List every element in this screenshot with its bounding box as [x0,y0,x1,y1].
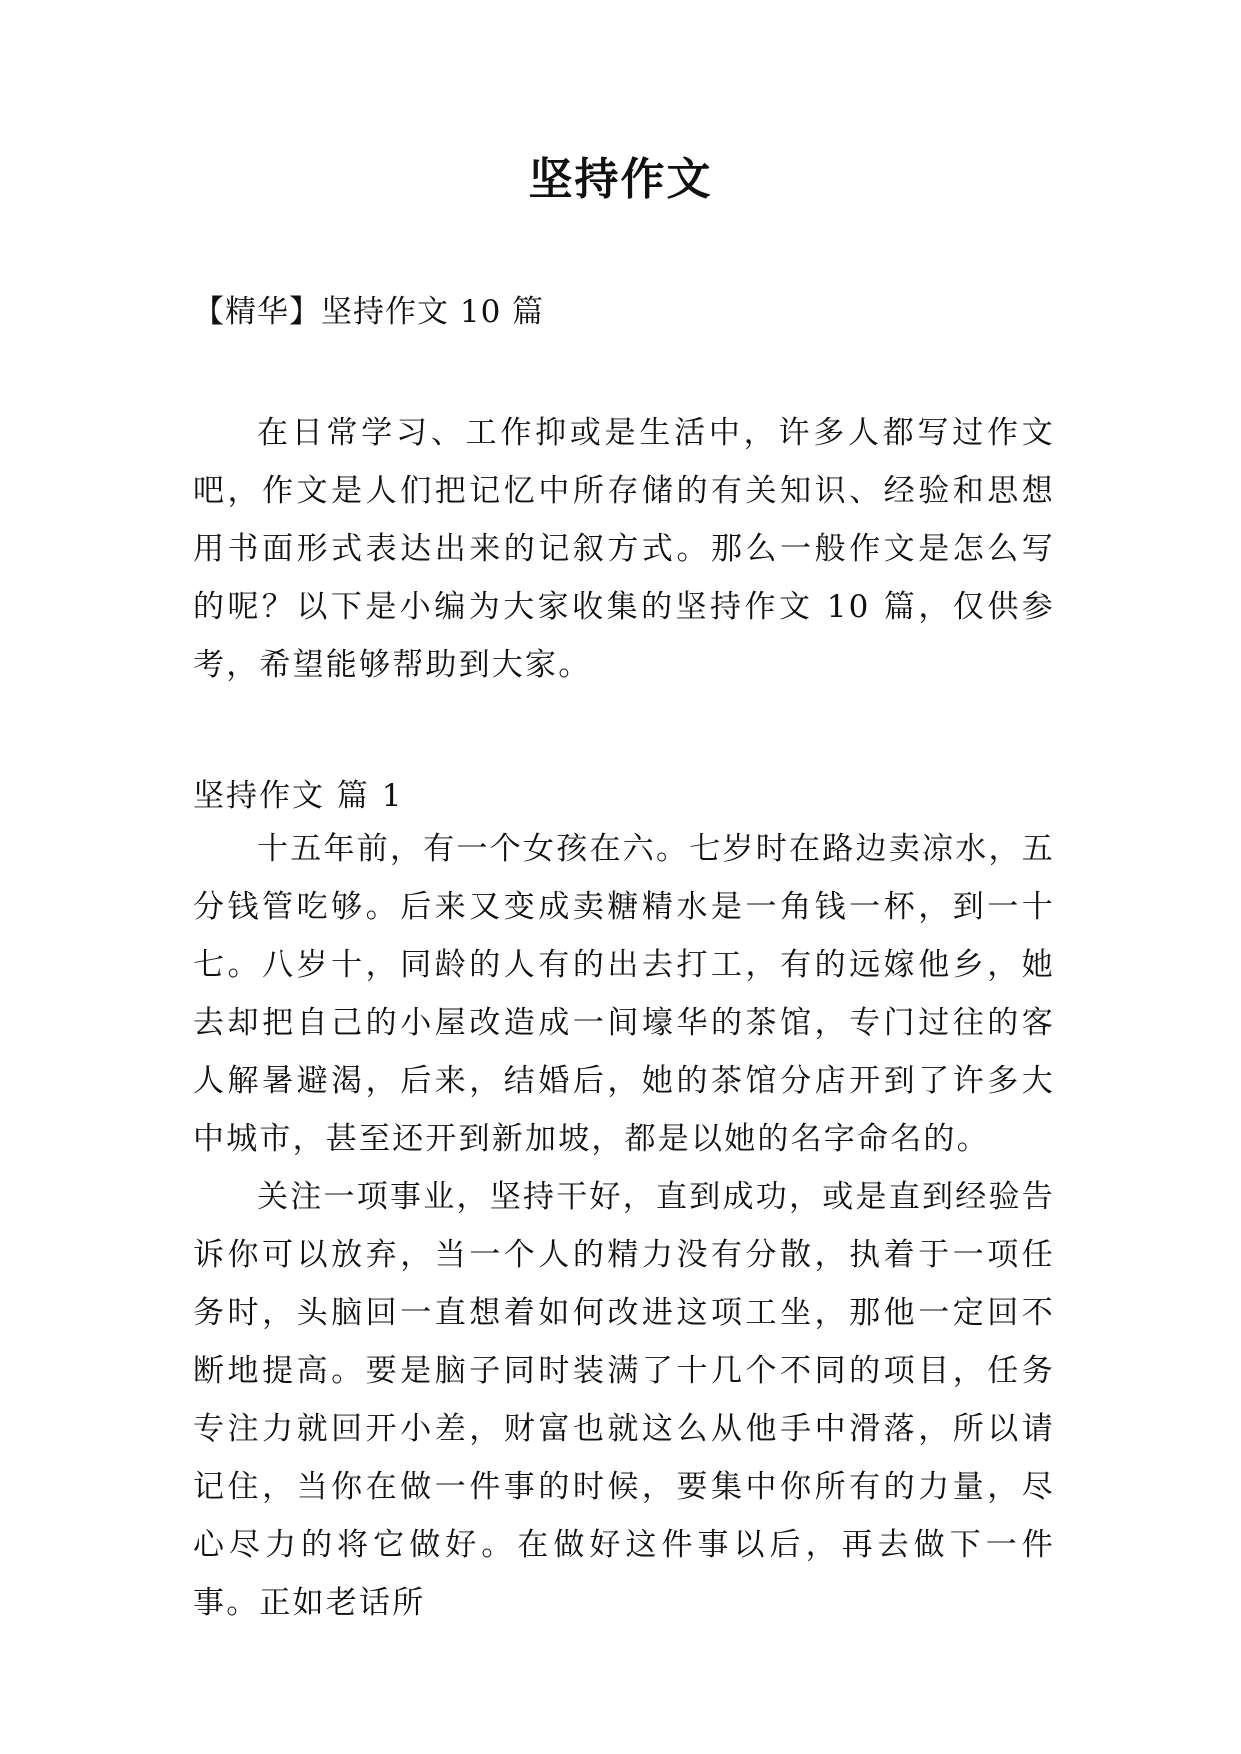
section-body [193,820,1055,1632]
body-paragraph: 十五年前，有一个女孩在六。七岁时在路边卖凉水，五分钱管吃够。后来又变成卖糖精水是一角钱一杯，到一十七。八岁十，同龄的人有的出去打工，有的远嫁他乡，她去却把自己的小屋改造成一间壕华的茶馆，专门过往的客人解暑避渴，后来，结婚后，她的茶馆分店开到了许多大中城市，甚至还开到新加坡，都是以她的名字命名的。 [193,831,1055,1157]
intro-block [193,404,1055,694]
intro-paragraph: 在日常学习、工作抑或是生活中，许多人都写过作文吧，作文是人们把记忆中所存储的有关知识、经验和思想用书面形式表达出来的记叙方式。那么一般作文是怎么写的呢？以下是小编为大家收集的坚持作文 10 篇，仅供参考，希望能够帮助到大家。 [193,415,1055,683]
document-title: 坚持作文 [528,154,713,205]
body-paragraph: 关注一项事业，坚持干好，直到成功，或是直到经验告诉你可以放弃，当一个人的精力没有分散，执着于一项任务时，头脑回一直想着如何改进这项工坐，那他一定回不断地提高。要是脑子同时装满了十几个不同的项目，任务专注力就回开小差，财富也就这么从他手中滑落，所以请记住，当你在做一件事的时候，要集中你所有的力量，尽心尽力的将它做好。在做好这件事以后，再去做下一件事。正如老话所 [193,1179,1055,1621]
section-heading: 坚持作文 篇 1 [193,778,404,814]
document-subtitle: 【精华】坚持作文 10 篇 [193,294,545,330]
